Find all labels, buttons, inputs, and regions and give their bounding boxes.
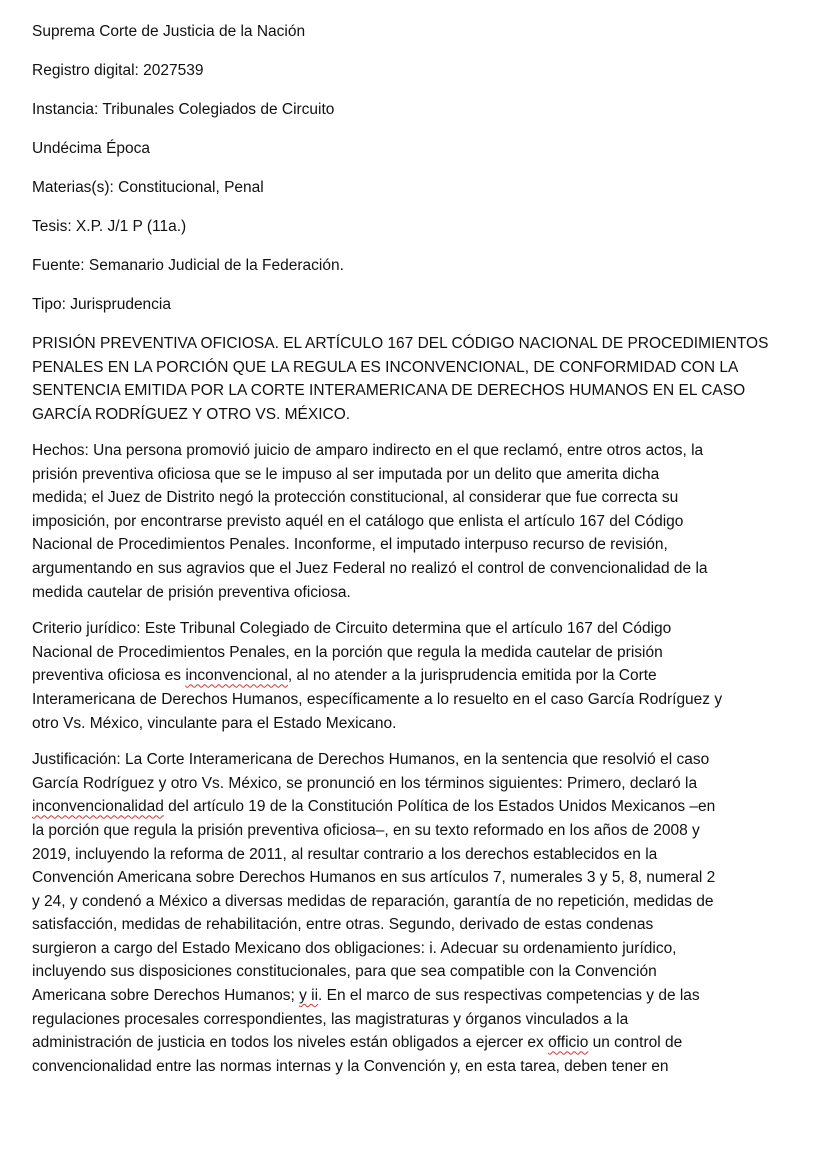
justificacion-text: un control de <box>588 1034 683 1052</box>
justificacion-line: Justificación: La Corte Interamericana de Derechos Humanos, en la sentencia que resolvió el caso <box>32 751 710 769</box>
justificacion-line <box>32 795 796 819</box>
hechos-line: Nacional de Procedimientos Penales. Inconforme, el imputado interpuso recurso de revisión, <box>32 536 668 554</box>
justificacion-line: Convención Americana sobre Derechos Humanos en sus artículos 7, numerales 3 y 5, 8, numeral 2 <box>32 869 716 887</box>
justificacion-line: satisfacción, medidas de rehabilitación, entre otras. Segundo, derivado de estas condenas <box>32 916 654 934</box>
justificacion-line: García Rodríguez y otro Vs. México, se pronunció en los términos siguientes: Primero, declaró la <box>32 774 698 792</box>
criterio-text: , al no atender a la jurisprudencia emitida por la Corte <box>287 667 657 685</box>
criterio-paragraph <box>32 617 796 735</box>
hechos-line: argumentando en sus agravios que el Juez Federal no realizó el control de convencionalidad de la <box>32 559 708 577</box>
thesis-title <box>32 332 792 426</box>
justificacion-line: surgieron a cargo del Estado Mexicano dos obligaciones: i. Adecuar su ordenamiento jurídico, <box>32 939 677 957</box>
justificacion-paragraph <box>32 748 796 1078</box>
justificacion-line: y 24, y condenó a México a diversas medidas de reparación, garantía de no repetición, medidas de <box>32 892 714 910</box>
criterio-line: Interamericana de Derechos Humanos, específicamente a lo resuelto en el caso García Rodríguez y <box>32 690 723 708</box>
justificacion-text: . En el marco de sus respectivas competencias y de las <box>318 987 700 1005</box>
spellcheck-word[interactable]: inconvencional <box>185 667 288 685</box>
justificacion-line: incluyendo sus disposiciones constitucionales, para que sea compatible con la Convención <box>32 963 657 981</box>
spellcheck-word[interactable]: inconvencionalidad <box>32 798 164 816</box>
justificacion-line <box>32 984 796 1008</box>
justificacion-line: 2019, incluyendo la reforma de 2011, al resultar contrario a los derechos establecidos en la <box>32 845 658 863</box>
title-line: PENALES EN LA PORCIÓN QUE LA REGULA ES INCONVENCIONAL, DE CONFORMIDAD CON LA <box>32 358 739 376</box>
criterio-line: Nacional de Procedimientos Penales, en la porción que regula la medida cautelar de prisión <box>32 643 663 661</box>
materias: Materias(s): Constitucional, Penal <box>32 179 264 196</box>
tipo: Tipo: Jurisprudencia <box>32 296 171 313</box>
title-line: PRISIÓN PREVENTIVA OFICIOSA. EL ARTÍCULO 167 DEL CÓDIGO NACIONAL DE PROCEDIMIENTOS <box>32 335 769 352</box>
justificacion-line: convencionalidad entre las normas internas y la Convención y, en esta tarea, deben tener en <box>32 1057 669 1075</box>
tesis: Tesis: X.P. J/1 P (11a.) <box>32 218 187 235</box>
criterio-text: preventiva oficiosa es <box>32 667 186 685</box>
justificacion-text: administración de justicia en todos los niveles están obligados a ejercer ex <box>32 1034 549 1052</box>
hechos-line: prisión preventiva oficiosa que se le impuso al ser imputada por un delito que amerita dicha <box>32 465 660 483</box>
court-name: Suprema Corte de Justicia de la Nación <box>32 23 306 40</box>
title-line: SENTENCIA EMITIDA POR LA CORTE INTERAMERICANA DE DERECHOS HUMANOS EN EL CASO <box>32 382 746 399</box>
fuente: Fuente: Semanario Judicial de la Federación. <box>32 257 344 274</box>
hechos-line: medida cautelar de prisión preventiva oficiosa. <box>32 583 351 601</box>
title-line: GARCÍA RODRÍGUEZ Y OTRO VS. MÉXICO. <box>32 405 351 423</box>
justificacion-line <box>32 1031 796 1055</box>
justificacion-line: la porción que regula la prisión preventiva oficiosa–, en su texto reformado en los años de 2008 y <box>32 821 700 839</box>
justificacion-line: regulaciones procesales correspondientes, las magistraturas y órganos vinculados a la <box>32 1010 629 1028</box>
hechos-paragraph <box>32 439 796 604</box>
epoca: Undécima Época <box>32 140 151 157</box>
hechos-line: Hechos: Una persona promovió juicio de amparo indirecto en el que reclamó, entre otros actos, la <box>32 442 704 459</box>
justificacion-text: del artículo 19 de la Constitución Política de los Estados Unidos Mexicanos –en <box>163 798 716 816</box>
instancia: Instancia: Tribunales Colegiados de Circuito <box>32 101 335 118</box>
spellcheck-word[interactable]: y ii <box>299 987 319 1005</box>
criterio-line: otro Vs. México, vinculante para el Estado Mexicano. <box>32 714 397 732</box>
document-page <box>32 20 800 1091</box>
hechos-line: imposición, por encontrarse previsto aquél en el catálogo que enlista el artículo 167 del Código <box>32 512 684 530</box>
justificacion-text: Americana sobre Derechos Humanos; <box>32 987 300 1005</box>
spellcheck-word[interactable]: officio <box>548 1034 589 1052</box>
registro-digital: Registro digital: 2027539 <box>32 62 204 79</box>
criterio-line <box>32 664 796 688</box>
criterio-line: Criterio jurídico: Este Tribunal Colegiado de Circuito determina que el artículo 167 del Código <box>32 620 672 638</box>
hechos-line: medida; el Juez de Distrito negó la protección constitucional, al considerar que fue correcta su <box>32 489 679 507</box>
